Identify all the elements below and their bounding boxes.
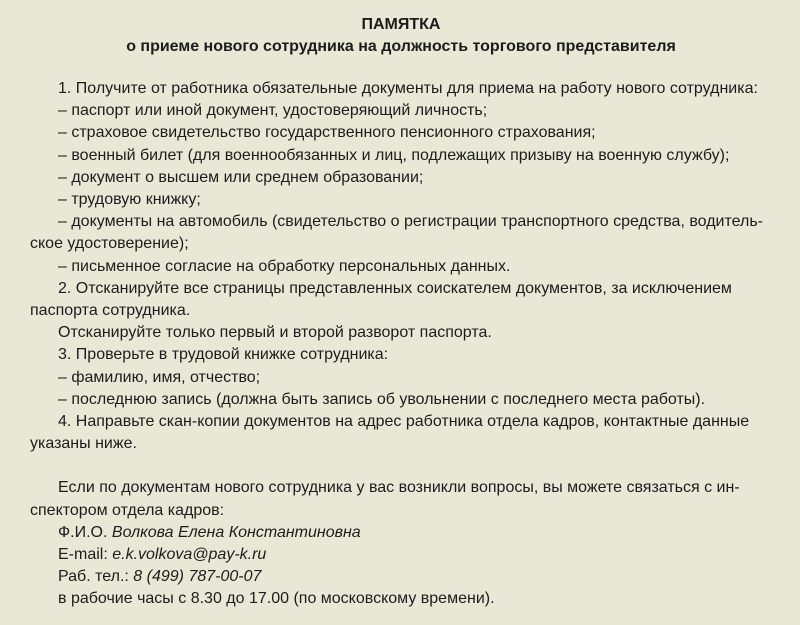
contact-intro: Если по документам нового сотрудника у вас возникли вопросы, вы можете связаться с ин- [58,479,740,497]
step3-intro: 3. Проверьте в трудовой книжке сотрудника: [58,346,389,364]
step1-item: – трудовую книжку; [58,191,201,209]
contact-phone-row [30,566,772,588]
contact-email-row [30,544,772,566]
step2-note: Отсканируйте только первый и второй разворот паспорта. [58,324,492,342]
step2-line: 2. Отсканируйте все страницы представленных соискателем документов, за исключением [58,279,732,297]
fio-value: Волкова Елена Константиновна [111,523,361,541]
section-spacer [30,455,772,477]
step1-item: – письменное согласие на обработку персональных данных. [58,257,511,275]
contact-intro-continuation: спектором отдела кадров: [30,501,225,519]
step3-item: – фамилию, имя, отчество; [58,368,261,386]
step1-item: – военный билет (для военнообязанных и лиц, подлежащих призыву на военную службу); [58,146,730,164]
email-value: e.k.volkova@pay-k.ru [112,546,267,564]
step2-line-continuation: паспорта сотрудника. [30,302,191,320]
step1-item: – паспорт или иной документ, удостоверяющий личность; [58,102,488,120]
step4-line-continuation: указаны ниже. [30,435,137,453]
step1-item: – документы на автомобиль (свидетельство о регистрации транспортного средства, водитель- [58,213,763,231]
step1-intro: 1. Получите от работника обязательные документы для приема на работу нового сотрудника: [58,80,758,97]
contact-hours: в рабочие часы с 8.30 до 17.00 (по московскому времени). [58,590,495,608]
step3-item: – последнюю запись (должна быть запись об увольнении с последнего места работы). [58,390,706,408]
step1-item: – страховое свидетельство государственного пенсионного страхования; [58,124,596,142]
email-label: E-mail: [58,546,108,564]
phone-label: Раб. тел.: [58,568,129,586]
phone-value: 8 (499) 787-00-07 [133,568,262,586]
memo-title: ПАМЯТКА [361,16,441,33]
step4-line: 4. Направьте скан-копии документов на адрес работника отдела кадров, контактные данные [58,413,750,431]
memo-subtitle: о приеме нового сотрудника на должность торгового представителя [126,38,676,55]
step1-item-continuation: ское удостоверение); [30,235,189,253]
fio-label: Ф.И.О. [58,523,108,541]
contact-fio-row [30,522,772,544]
step1-item: – документ о высшем или среднем образовании; [58,168,424,186]
